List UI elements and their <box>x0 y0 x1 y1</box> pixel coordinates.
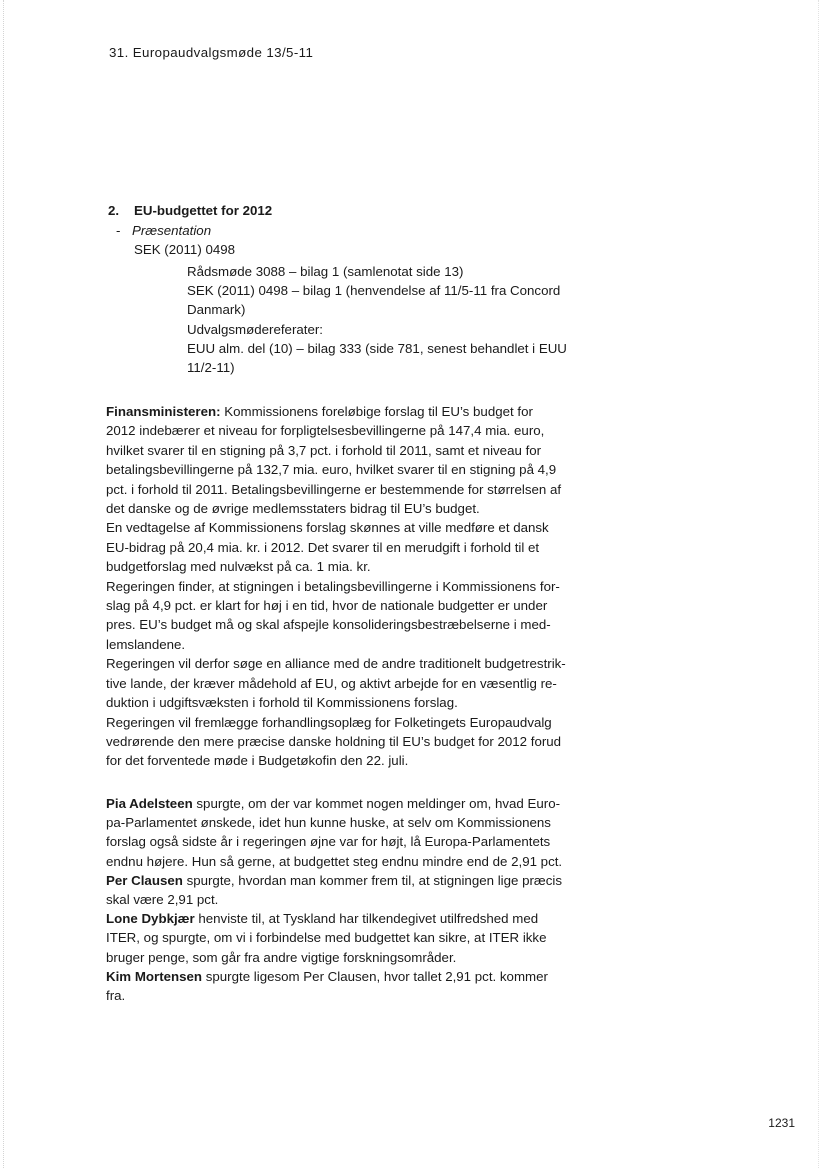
statement-line <box>106 909 562 928</box>
statement-line: duktion i udgiftsvæksten i forhold til Kommissionens forslag. <box>106 695 458 711</box>
statement-text: spurgte, hvordan man kommer frem til, at stigningen lige præcis <box>182 872 562 888</box>
statement-line: det danske og de øvrige medlemsstaters bidrag til EU’s budget. <box>106 501 480 517</box>
statement-line: vedrørende den mere præcise danske holdning til EU’s budget for 2012 forud <box>106 733 562 749</box>
statement-line: skal være 2,91 pct. <box>106 892 219 908</box>
statement-line: En vedtagelse af Kommissionens forslag skønnes at ville medføre et dansk <box>106 520 549 536</box>
statement-line: fra. <box>106 988 126 1004</box>
reference-line: EUU alm. del (10) – bilag 333 (side 781, senest behandlet i EUU <box>187 340 567 356</box>
page-header: 31. Europaudvalgsmøde 13/5-11 <box>109 45 314 60</box>
statement-text: spurgte, om der var kommet nogen meldinger om, hvad Euro- <box>192 796 561 811</box>
subtitle-text: Præsentation <box>132 223 212 238</box>
reference-list <box>187 262 567 377</box>
agenda-item-title <box>108 203 272 218</box>
statement-line: for det forventede møde i Budgetøkofin den 22. juli. <box>106 753 409 769</box>
page-number: 1231 <box>768 1116 795 1130</box>
statement-line: pct. i forhold til 2011. Betalingsbevillingerne er bestemmende for størrelsen af <box>106 481 562 497</box>
statement-text: spurgte ligesom Per Clausen, hvor tallet 2,91 pct. kommer <box>202 968 548 984</box>
statement-line: tive lande, der kræver mådehold af EU, og aktivt arbejde for en væsentlig re- <box>106 675 557 691</box>
subtitle-dash: - <box>116 223 121 238</box>
speaker-name: Per Clausen <box>106 872 183 888</box>
reference-line: Danmark) <box>187 302 246 318</box>
speaker-name: Kim Mortensen <box>106 968 203 984</box>
reference-line: Udvalgsmødereferater: <box>187 321 323 337</box>
statement-line: pa-Parlamentet ønskede, idet hun kunne huske, at selv om Kommissionens <box>106 815 551 831</box>
statement-line <box>106 402 566 421</box>
statement-line: Regeringen vil derfor søge en alliance med de andre traditionelt budgetrestrik- <box>106 656 566 672</box>
statement-text: Kommissionens foreløbige forslag til EU’s budget for <box>220 404 533 419</box>
statement-line <box>106 967 562 986</box>
statement-line: Regeringen finder, at stigningen i betalingsbevillingerne i Kommissionens for- <box>106 578 560 594</box>
statement-line <box>106 794 562 813</box>
statement-line: Regeringen vil fremlægge forhandlingsoplæg for Folketingets Europaudvalg <box>106 714 552 730</box>
statement-line: slag på 4,9 pct. er klart for høj i en tid, hvor de nationale budgetter er under <box>106 598 548 614</box>
agenda-item-subtitle <box>116 223 211 238</box>
reference-line: SEK (2011) 0498 – bilag 1 (henvendelse af 11/5-11 fra Concord <box>187 283 561 299</box>
agenda-item-number: 2. <box>108 203 120 218</box>
statement-line: EU-bidrag på 20,4 mia. kr. i 2012. Det svarer til en merudgift i forhold til et <box>106 539 540 555</box>
statement-line: betalingsbevillingerne på 132,7 mia. euro, hvilket svarer til en stigning på 4,9 <box>106 462 557 478</box>
reference-line: Rådsmøde 3088 – bilag 1 (samlenotat side 13) <box>187 264 464 279</box>
speaker-name: Finansministeren: <box>106 404 221 419</box>
reference-line: 11/2-11) <box>187 360 235 376</box>
speaker-name: Lone Dybkjær <box>106 911 195 927</box>
statement-line: 2012 indebærer et niveau for forpligtelsesbevillingerne på 147,4 mia. euro, <box>106 423 545 439</box>
agenda-item-title-text: EU-budgettet for 2012 <box>134 203 273 218</box>
scan-left-edge <box>3 0 5 1168</box>
minister-statement <box>106 402 566 771</box>
statement-line: budgetforslag med nulvækst på ca. 1 mia. kr. <box>106 559 371 575</box>
discussion-section <box>106 794 562 1005</box>
statement-line: lemslandene. <box>106 636 186 652</box>
scan-right-edge <box>818 0 820 1168</box>
statement-line: pres. EU’s budget må og skal afspejle konsolideringsbestræbelserne i med- <box>106 617 551 633</box>
statement-line <box>106 871 562 890</box>
agenda-item-sek: SEK (2011) 0498 <box>134 242 236 257</box>
statement-line: hvilket svarer til en stigning på 3,7 pct. i forhold til 2011, samt et niveau for <box>106 442 542 458</box>
statement-line: bruger penge, som går fra andre vigtige forskningsområder. <box>106 949 457 965</box>
speaker-name: Pia Adelsteen <box>106 796 193 811</box>
statement-line: endnu højere. Hun så gerne, at budgettet steg endnu mindre end de 2,91 pct. <box>106 853 563 869</box>
statement-line: forslag også sidste år i regeringen øjne var for højt, lå Europa-Parlamentets <box>106 834 551 850</box>
statement-text: henviste til, at Tyskland har tilkendegivet utilfredshed med <box>194 911 539 927</box>
statement-line: ITER, og spurgte, om vi i forbindelse med budgettet kan sikre, at ITER ikke <box>106 930 547 946</box>
